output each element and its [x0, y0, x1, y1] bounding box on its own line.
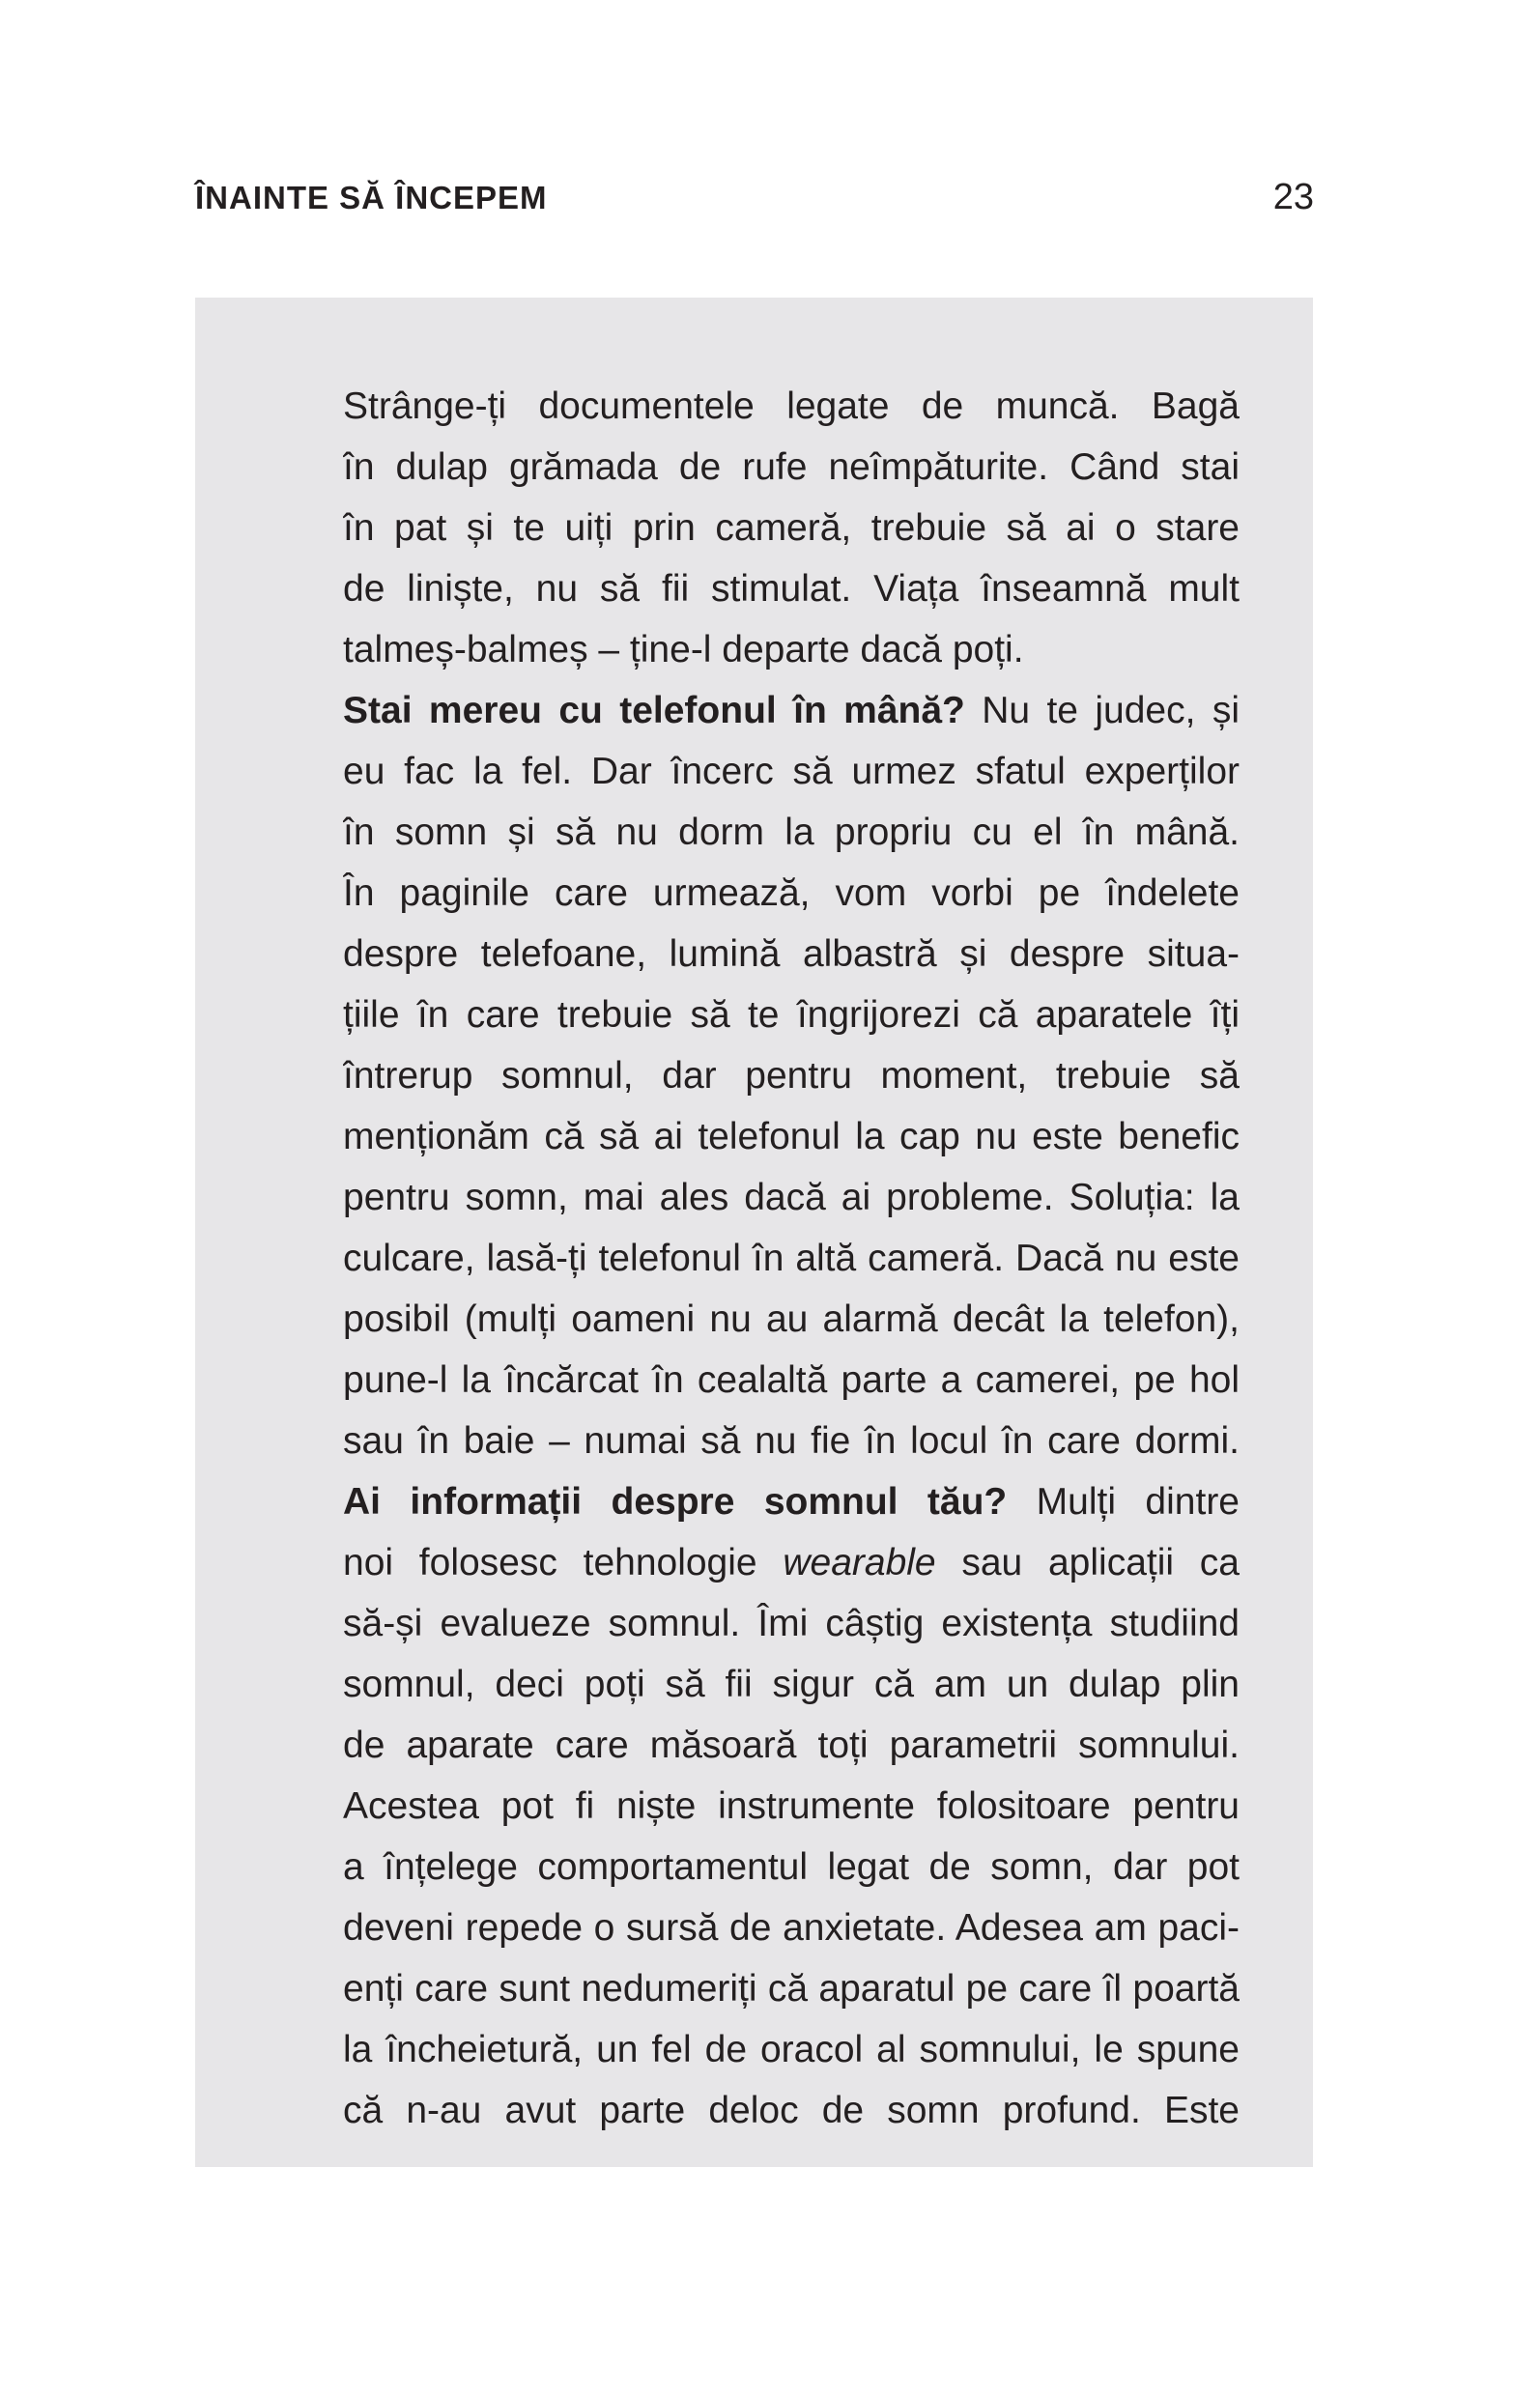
- text-line: [343, 2080, 1240, 2141]
- text-line: [343, 1289, 1240, 1350]
- text-line: [343, 1593, 1240, 1654]
- body-text: menționăm că să ai telefonul la cap nu este benefic: [343, 1116, 1240, 1157]
- text-line: [343, 924, 1240, 984]
- text-line: [343, 1897, 1240, 1958]
- text-line: [343, 680, 1240, 741]
- text-line: [343, 437, 1240, 498]
- text-line: [343, 2019, 1240, 2080]
- text-line: [343, 498, 1240, 558]
- page-header: [195, 178, 1314, 218]
- body-text: țiile în care trebuie să te îngrijorezi că aparatele îți: [343, 994, 1240, 1036]
- body-text: în pat și te uiți prin cameră, trebuie să ai o stare: [343, 507, 1240, 549]
- body-text: întrerup somnul, dar pentru moment, trebuie să: [343, 1055, 1240, 1097]
- text-line: [343, 1106, 1240, 1167]
- bold-lead-text: Stai mereu cu telefonul în mână?: [343, 690, 965, 731]
- body-text: eu fac la fel. Dar încerc să urmez sfatul experților: [343, 751, 1240, 792]
- bullet-item: [343, 1471, 1240, 2141]
- body-text: somnul, deci poți să fii sigur că am un dulap plin: [343, 1664, 1240, 1705]
- body-text: noi folosesc tehnologie: [343, 1542, 784, 1583]
- body-text: pune-l la încărcat în cealaltă parte a camerei, pe hol: [343, 1359, 1240, 1401]
- text-line: [343, 1350, 1240, 1411]
- body-text: să-și evalueze somnul. Îmi câștig existența studiind: [343, 1603, 1240, 1644]
- running-title: ÎNAINTE SĂ ÎNCEPEM: [195, 180, 548, 215]
- body-text: culcare, lasă-ți telefonul în altă cameră. Dacă nu este: [343, 1238, 1240, 1279]
- body-text: enți care sunt nedumeriți că aparatul pe care îl poartă: [343, 1968, 1240, 2010]
- text-line: [343, 1837, 1240, 1897]
- text-line: [343, 1776, 1240, 1837]
- text-line: [343, 802, 1240, 863]
- text-line: [343, 558, 1240, 619]
- body-text: la încheietură, un fel de oracol al somnului, le spune: [343, 2029, 1240, 2070]
- body-text: Mulți dintre: [1007, 1481, 1240, 1523]
- text-line: [343, 1228, 1240, 1289]
- body-text: de liniște, nu să fii stimulat. Viața înseamnă mult: [343, 568, 1240, 610]
- text-line: [343, 1411, 1240, 1471]
- text-line: [343, 1167, 1240, 1228]
- body-text: despre telefoane, lumină albastră și despre situa-: [343, 933, 1240, 975]
- content-box: [195, 298, 1313, 2167]
- text-line: [343, 1654, 1240, 1715]
- text-line: [343, 1471, 1240, 1532]
- text-line: [343, 984, 1240, 1045]
- text-line: [343, 1958, 1240, 2019]
- body-text: de aparate care măsoară toți parametrii somnului.: [343, 1725, 1240, 1766]
- text-line: [343, 863, 1240, 924]
- body-text: pentru somn, mai ales dacă ai probleme. Soluția: la: [343, 1177, 1240, 1218]
- body-text: a înțelege comportamentul legat de somn, dar pot: [343, 1846, 1240, 1888]
- text-line: [343, 376, 1240, 437]
- body-text: În paginile care urmează, vom vorbi pe îndelete: [343, 872, 1240, 914]
- bold-lead-text: Ai informații despre somnul tău?: [343, 1481, 1008, 1523]
- italic-text: wearable: [783, 1542, 936, 1583]
- body-text: deveni repede o sursă de anxietate. Adesea am paci-: [343, 1907, 1240, 1949]
- body-text: sau aplicații ca: [935, 1542, 1240, 1583]
- paragraph: [343, 376, 1240, 680]
- page-number: 23: [1272, 177, 1314, 217]
- body-text: în somn și să nu dorm la propriu cu el în mână.: [343, 812, 1240, 853]
- text-line: [343, 1715, 1240, 1776]
- text-line: [343, 1532, 1240, 1593]
- body-text: posibil (mulți oameni nu au alarmă decât la telefon),: [343, 1298, 1240, 1340]
- text-line: [343, 741, 1240, 802]
- body-text: talmeș-balmeș – ține-l departe dacă poți.: [343, 629, 1024, 670]
- text-line: [343, 1045, 1240, 1106]
- text-line: [343, 619, 1240, 680]
- bullet-item: [343, 680, 1240, 1471]
- body-text: sau în baie – numai să nu fie în locul în care dormi.: [343, 1420, 1240, 1462]
- body-text: în dulap grămada de rufe neîmpăturite. Când stai: [343, 446, 1240, 488]
- text-block: [343, 376, 1240, 2141]
- body-text: că n-au avut parte deloc de somn profund. Este: [343, 2090, 1240, 2131]
- body-text: Acestea pot fi niște instrumente folositoare pentru: [343, 1785, 1240, 1827]
- body-text: Nu te judec, și: [964, 690, 1240, 731]
- body-text: Strânge-ți documentele legate de muncă. Bagă: [343, 385, 1240, 427]
